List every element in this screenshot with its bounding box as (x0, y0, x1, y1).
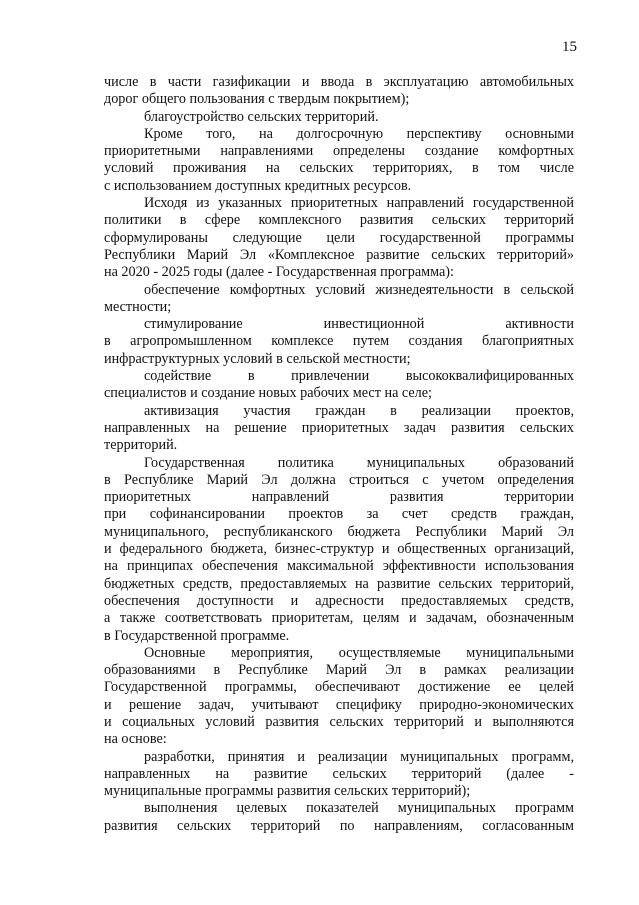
text-line: в агропромышленном комплексе путем создания благоприятных (104, 333, 574, 350)
text-line: Государственная политика муниципальных образований (144, 454, 574, 471)
text-line: условий проживания на сельских территориях, в том числе (104, 160, 574, 177)
page-number: 15 (562, 39, 577, 55)
text-line: с использованием доступных кредитных ресурсов. (104, 177, 412, 194)
text-line: политики в сфере комплексного развития сельских территорий (104, 212, 574, 229)
text-line: муниципальные программы развития сельских территорий); (104, 783, 471, 800)
text-line: направленных на развитие сельских территорий (далее - (104, 765, 574, 782)
text-line: содействие в привлечении высококвалифицированных (144, 368, 574, 385)
text-line: числе в части газификации и ввода в эксплуатацию автомобильных (104, 74, 574, 90)
text-line: бюджетных средств, предоставляемых на развитие сельских территорий, (104, 575, 574, 592)
text-line: приоритетными направлениями определены создание комфортных (104, 143, 574, 160)
text-line: направленных на решение приоритетных задач развития сельских (104, 419, 574, 436)
text-line: и социальных условий развития сельских территорий и выполняются (104, 713, 574, 730)
text-line: при софинансировании проектов за счет средств граждан, (104, 506, 574, 523)
text-line: инфраструктурных условий в сельской местности; (104, 350, 411, 367)
text-line: Исходя из указанных приоритетных направлений государственной (144, 195, 574, 212)
text-line: развития сельских территорий по направлениям, согласованным (104, 817, 574, 834)
text-line: в Республике Марий Эл должна строиться с учетом определения (104, 471, 574, 488)
text-line: Государственной программы, обеспечивают достижение ее целей (104, 679, 574, 696)
text-line: Республики Марий Эл «Комплексное развитие сельских территорий» (104, 246, 574, 263)
text-line: благоустройство сельских территорий. (144, 108, 379, 125)
text-line: активизация участия граждан в реализации проектов, (144, 402, 574, 419)
text-line: специалистов и создание новых рабочих мест на селе; (104, 385, 432, 402)
text-line: образованиями в Республике Марий Эл в рамках реализации (104, 662, 574, 679)
text-line: на 2020 - 2025 годы (далее - Государственная программа): (104, 264, 454, 281)
document-body (104, 74, 574, 835)
text-line: обеспечение комфортных условий жизнедеятельности в сельской (144, 281, 574, 298)
text-line: стимулирование инвестиционной активности (144, 316, 574, 333)
text-line: на принципах обеспечения максимальной эффективности использования (104, 558, 574, 575)
text-line: обеспечения доступности и адресности предоставляемых средств, (104, 592, 574, 609)
text-line: разработки, принятия и реализации муниципальных программ, (144, 748, 574, 765)
text-line: сформулированы следующие цели государственной программы (104, 229, 574, 246)
text-line: Кроме того, на долгосрочную перспективу основными (144, 125, 574, 142)
text-line: в Государственной программе. (104, 627, 290, 644)
text-line: выполнения целевых показателей муниципальных программ (144, 800, 574, 817)
text-line: Основные мероприятия, осуществляемые муниципальными (144, 644, 574, 661)
text-line: на основе: (104, 731, 167, 748)
text-line: муниципального, республиканского бюджета Республики Марий Эл (104, 523, 574, 540)
text-line: и решение задач, учитывают специфику природно-экономических (104, 696, 574, 713)
text-line: а также соответствовать приоритетам, целям и задачам, обозначенным (104, 610, 574, 627)
text-line: и федерального бюджета, бизнес-структур и общественных организаций, (104, 541, 574, 558)
text-line: дорог общего пользования с твердым покрытием); (104, 91, 410, 108)
text-line: территорий. (104, 437, 178, 454)
text-line: местности; (104, 298, 172, 315)
text-line: приоритетных направлений развития территории (104, 489, 574, 506)
